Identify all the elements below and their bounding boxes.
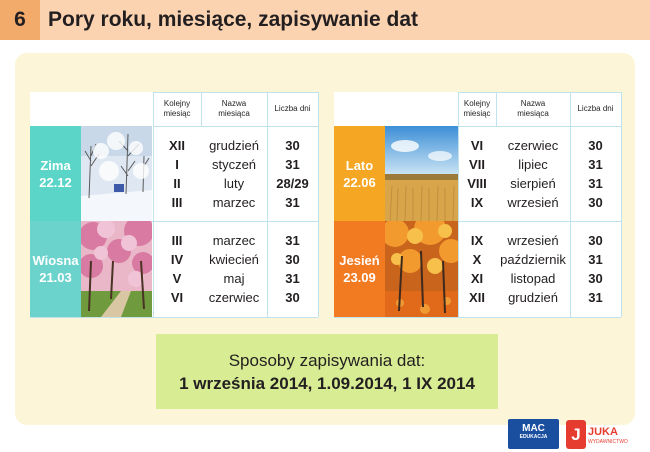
winter-photo	[81, 126, 152, 222]
season-start-date: 22.12	[39, 175, 72, 190]
autumn-month-days: 30 31 30 31	[588, 233, 603, 305]
season-start-date: 23.09	[343, 270, 376, 285]
autumn-photo	[385, 221, 458, 317]
summer-month-names: czerwiec lipiec sierpień wrzesień	[507, 137, 559, 210]
table-divider	[496, 92, 497, 126]
spring-photo	[81, 221, 152, 317]
summer-month-days: 30 31 31 30	[588, 137, 603, 210]
autumn-month-numerals: IX X XI XII	[469, 233, 485, 305]
season-name: Wiosna	[32, 253, 79, 268]
winter-month-names: grudzień styczeń luty marzec	[209, 137, 259, 210]
season-name: Lato	[345, 158, 374, 173]
column-header-days: Liczba dni	[274, 104, 311, 113]
table-divider	[318, 92, 319, 317]
table-divider	[621, 92, 622, 317]
mac-logo: MAC EDUKACJA	[508, 419, 559, 449]
season-name: Zima	[40, 158, 71, 173]
season-name: Jesień	[339, 253, 380, 268]
spring-month-names: marzec kwiecień maj czerwiec	[208, 233, 260, 305]
summer-month-numerals: VI VII VIII IX	[467, 137, 487, 210]
season-label-autumn	[334, 221, 385, 317]
table-divider	[153, 92, 318, 93]
header-bar	[0, 0, 650, 40]
autumn-month-names: wrzesień październik listopad grudzień	[500, 233, 566, 305]
table-divider	[458, 92, 621, 93]
date-formats-note	[156, 334, 498, 409]
section-number: 6	[0, 0, 40, 40]
season-start-date: 22.06	[343, 175, 376, 190]
page-title: Pory roku, miesiące, zapisywanie dat	[48, 8, 418, 31]
note-heading: Sposoby zapisywania dat:	[228, 350, 426, 370]
table-divider	[334, 317, 621, 318]
column-header-order: Kolejny miesiąc	[463, 99, 491, 118]
winter-month-days: 30 31 28/29 31	[276, 137, 309, 210]
column-header-name: Nazwa miesiąca	[517, 99, 549, 118]
season-label-spring	[30, 221, 81, 317]
table-divider	[201, 92, 202, 126]
winter-month-numerals: XII I II III	[169, 137, 185, 210]
season-label-summer	[334, 126, 385, 222]
spring-month-days: 31 30 31 30	[285, 233, 300, 305]
column-header-order: Kolejny miesiąc	[163, 99, 191, 118]
season-start-date: 21.03	[39, 270, 72, 285]
season-label-winter	[30, 126, 81, 222]
spring-month-numerals: III IV V VI	[170, 233, 184, 305]
juka-logo: J JUKA WYDAWNICTWO	[566, 420, 628, 449]
note-examples: 1 września 2014, 1.09.2014, 1 IX 2014	[179, 373, 475, 393]
table-divider	[30, 317, 318, 318]
column-header-days: Liczba dni	[577, 104, 614, 113]
column-header-name: Nazwa miesiąca	[218, 99, 250, 118]
summer-photo	[385, 126, 458, 222]
